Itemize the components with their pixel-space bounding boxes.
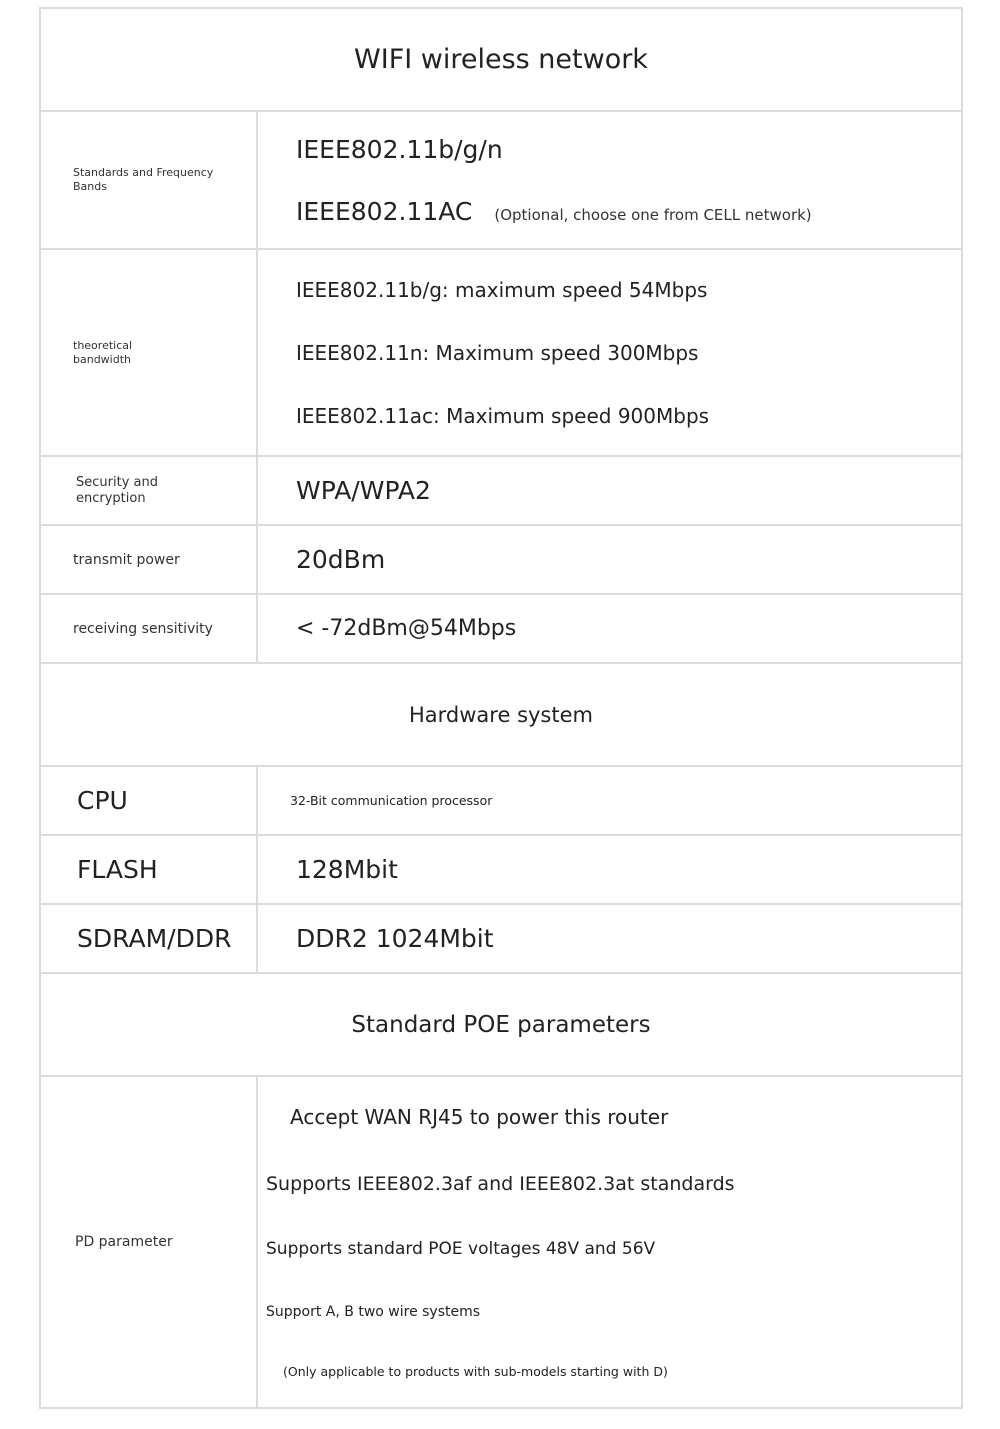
standards-line-1: IEEE802.11b/g/n bbox=[296, 134, 503, 164]
row-bandwidth bbox=[41, 250, 961, 457]
label-cell bbox=[41, 457, 258, 524]
security-value: WPA/WPA2 bbox=[296, 476, 431, 505]
value-cell bbox=[258, 595, 961, 662]
pd-label: PD parameter bbox=[75, 1234, 173, 1250]
label-cell bbox=[41, 526, 258, 593]
sdram-label: SDRAM/DDR bbox=[77, 924, 232, 953]
label-cell bbox=[41, 595, 258, 662]
hardware-section-header bbox=[41, 664, 961, 767]
label-cell bbox=[41, 1077, 258, 1407]
value-cell bbox=[258, 836, 961, 903]
row-standards bbox=[41, 112, 961, 250]
bandwidth-label: theoretical bandwidth bbox=[73, 338, 133, 366]
row-transmit-power bbox=[41, 526, 961, 595]
wifi-section-title: WIFI wireless network bbox=[354, 44, 648, 75]
transmit-label: transmit power bbox=[73, 551, 180, 568]
pd-line-3: Supports standard POE voltages 48V and 56V bbox=[266, 1239, 656, 1260]
standards-line-2-wrap bbox=[296, 197, 961, 226]
cpu-label: CPU bbox=[77, 786, 128, 815]
bandwidth-line-3: IEEE802.11ac: Maximum speed 900Mbps bbox=[296, 403, 710, 428]
standards-note: (Optional, choose one from CELL network) bbox=[494, 205, 812, 224]
transmit-value: 20dBm bbox=[296, 545, 386, 574]
value-cell bbox=[258, 526, 961, 593]
bandwidth-line-1: IEEE802.11b/g: maximum speed 54Mbps bbox=[296, 277, 708, 302]
standards-label: Standards and Frequency Bands bbox=[73, 166, 214, 193]
value-cell bbox=[258, 250, 961, 455]
wifi-section-header bbox=[41, 9, 961, 112]
label-cell bbox=[41, 112, 258, 248]
label-cell bbox=[41, 836, 258, 903]
hardware-section-title: Hardware system bbox=[409, 702, 593, 727]
cpu-value: 32-Bit communication processor bbox=[290, 793, 493, 808]
pd-line-4: Support A, B two wire systems bbox=[266, 1303, 481, 1320]
pd-line-2: Supports IEEE802.3af and IEEE802.3at standards bbox=[266, 1173, 735, 1196]
row-cpu bbox=[41, 767, 961, 836]
pd-line-1: Accept WAN RJ45 to power this router bbox=[290, 1105, 669, 1130]
row-security bbox=[41, 457, 961, 526]
sensitivity-value: < -72dBm@54Mbps bbox=[296, 616, 517, 641]
label-cell bbox=[41, 250, 258, 455]
flash-value: 128Mbit bbox=[296, 855, 398, 884]
row-flash bbox=[41, 836, 961, 905]
row-sensitivity bbox=[41, 595, 961, 664]
spec-table bbox=[39, 7, 963, 1409]
sdram-value: DDR2 1024Mbit bbox=[296, 924, 494, 953]
label-cell bbox=[41, 767, 258, 834]
standards-line-2: IEEE802.11AC bbox=[296, 196, 473, 226]
sensitivity-label: receiving sensitivity bbox=[73, 620, 213, 637]
pd-line-5: (Only applicable to products with sub-models starting with D) bbox=[283, 1363, 668, 1379]
value-cell bbox=[258, 1077, 961, 1407]
row-pd-parameter bbox=[41, 1077, 961, 1407]
row-sdram bbox=[41, 905, 961, 974]
poe-section-header bbox=[41, 974, 961, 1077]
poe-section-title: Standard POE parameters bbox=[351, 1011, 651, 1038]
label-cell bbox=[41, 905, 258, 972]
value-cell bbox=[258, 457, 961, 524]
value-cell bbox=[258, 905, 961, 972]
bandwidth-line-2: IEEE802.11n: Maximum speed 300Mbps bbox=[296, 340, 699, 365]
value-cell bbox=[258, 112, 961, 248]
flash-label: FLASH bbox=[77, 855, 158, 884]
value-cell bbox=[258, 767, 961, 834]
security-label: Security and encryption bbox=[76, 474, 158, 506]
